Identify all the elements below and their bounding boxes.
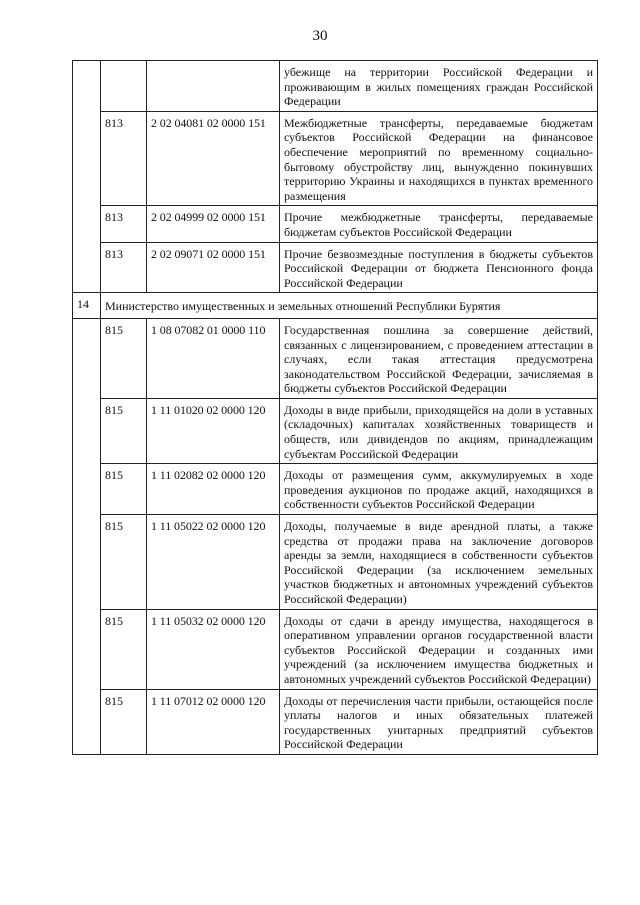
admin-code-cell: 815: [101, 515, 147, 610]
page-number: 30: [312, 28, 328, 44]
revenue-code-cell: 1 11 05032 02 0000 120: [147, 609, 280, 689]
admin-code-cell: 813: [101, 242, 147, 293]
admin-code-cell: [101, 61, 147, 112]
ministry-title: Министерство имущественных и земельных отношений Республики Бурятия: [101, 293, 598, 319]
revenue-description-cell: Государственная пошлина за совершение действий, связанных с лицензированием, с проведением аттестации в случаях, если такая аттестация предусмотрена законодательством Российской Федерации, зачисляемая в бюджеты субъектов Российской Федерации: [280, 318, 598, 398]
table-row: [73, 111, 598, 206]
revenue-code-cell: 1 11 05022 02 0000 120: [147, 515, 280, 610]
table-row: [73, 242, 598, 293]
revenue-code-cell: 1 11 02082 02 0000 120: [147, 464, 280, 515]
admin-code-cell: 815: [101, 464, 147, 515]
revenue-code-cell: 2 02 09071 02 0000 151: [147, 242, 280, 293]
revenue-description-cell: Доходы в виде прибыли, приходящейся на доли в уставных (складочных) капиталах хозяйственных товариществ и обществ, или дивидендов по акциям, принадлежащим субъектам Российской Федерации: [280, 398, 598, 463]
admin-code-cell: 813: [101, 111, 147, 206]
table-row: [73, 398, 598, 463]
admin-code-cell: 815: [101, 318, 147, 398]
admin-code-cell: 815: [101, 689, 147, 754]
admin-code-cell: 815: [101, 398, 147, 463]
revenue-description-cell: Доходы от перечисления части прибыли, остающейся после уплаты налогов и иных обязательных платежей государственных унитарных предприятий субъектов Российской Федерации: [280, 689, 598, 754]
table-row: [73, 689, 598, 754]
ministry-number: 14: [73, 293, 101, 319]
revenue-description-cell: Доходы от размещения сумм, аккумулируемых в ходе проведения аукционов по продаже акций, находящихся в собственности субъектов Российской Федерации: [280, 464, 598, 515]
admin-code-cell: 815: [101, 609, 147, 689]
revenue-description-cell: Прочие межбюджетные трансферты, передаваемые бюджетам субъектов Российской Федерации: [280, 206, 598, 242]
table-row: [73, 515, 598, 610]
table-row: [73, 464, 598, 515]
revenue-code-cell: [147, 61, 280, 112]
revenue-code-cell: 1 11 01020 02 0000 120: [147, 398, 280, 463]
revenue-description-cell: Доходы от сдачи в аренду имущества, находящегося в оперативном управлении органов государственной власти субъектов Российской Федерации и созданных ими учреждений (за исключением имущества бюджетных и автономных учреждений субъектов Российской Федерации): [280, 609, 598, 689]
revenue-administrators-table: [72, 60, 598, 755]
revenue-code-cell: 2 02 04081 02 0000 151: [147, 111, 280, 206]
table-row: [73, 318, 598, 398]
table-row: [73, 61, 598, 112]
revenue-code-cell: 1 08 07082 01 0000 110: [147, 318, 280, 398]
revenue-code-cell: 1 11 07012 02 0000 120: [147, 689, 280, 754]
section-number-cell: [73, 318, 101, 754]
table-row: [73, 609, 598, 689]
section-number-cell: [73, 61, 101, 293]
revenue-description-cell: Доходы, получаемые в виде арендной платы, а также средства от продажи права на заключение договоров аренды за земли, находящиеся в собственности субъектов Российской Федерации (за исключением земельных участков бюджетных и автономных учреждений субъектов Российской Федерации): [280, 515, 598, 610]
table-row: [73, 206, 598, 242]
ministry-header-row: [73, 293, 598, 319]
revenue-description-cell: убежище на территории Российской Федерации и проживающим в жилых помещениях граждан Российской Федерации: [280, 61, 598, 112]
admin-code-cell: 813: [101, 206, 147, 242]
revenue-description-cell: Прочие безвозмездные поступления в бюджеты субъектов Российской Федерации от бюджета Пенсионного фонда Российской Федерации: [280, 242, 598, 293]
revenue-code-cell: 2 02 04999 02 0000 151: [147, 206, 280, 242]
revenue-description-cell: Межбюджетные трансферты, передаваемые бюджетам субъектов Российской Федерации на финансовое обеспечение мероприятий по временному социально-бытовому обустройству лиц, вынужденно покинувших территорию Украины и находящихся в пунктах временного размещения: [280, 111, 598, 206]
